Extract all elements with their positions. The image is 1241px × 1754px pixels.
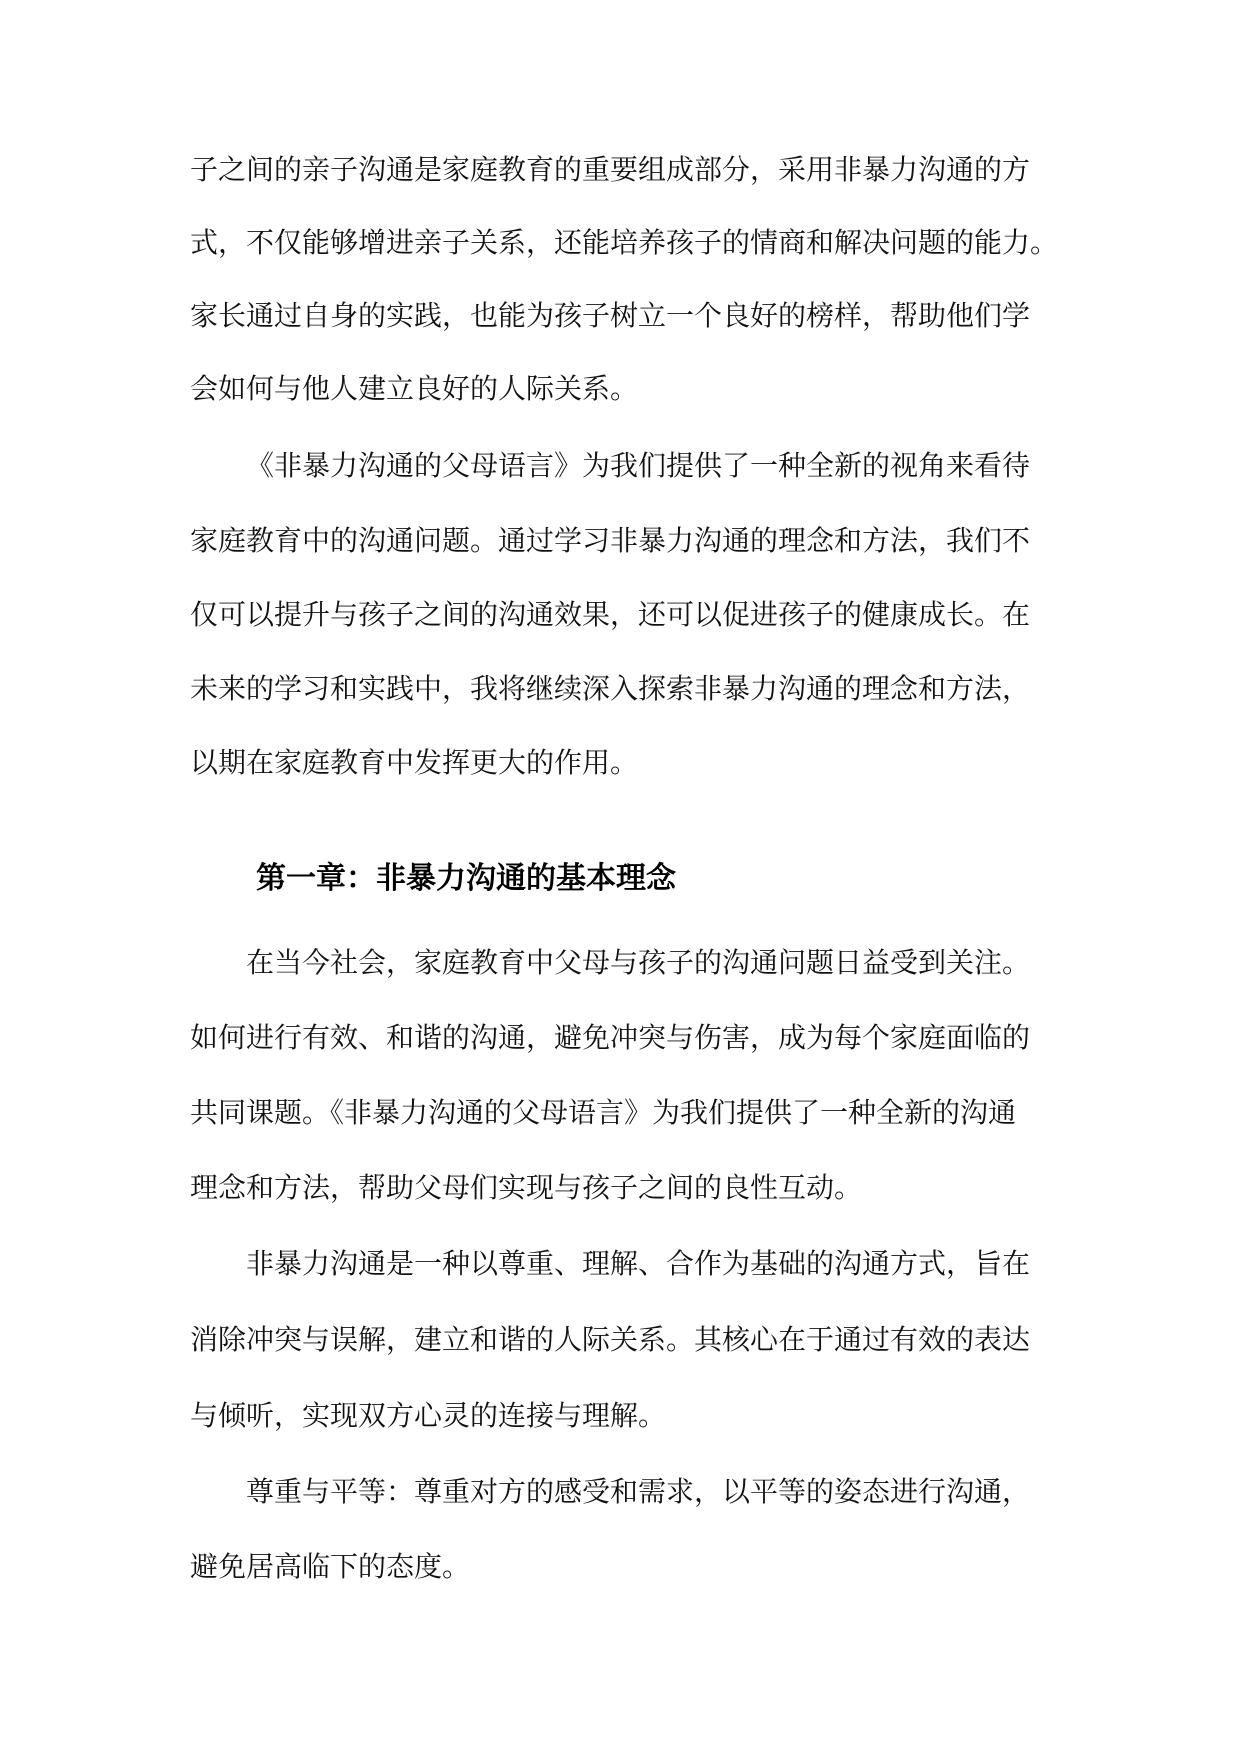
chapter-heading: 第一章：非暴力沟通的基本理念 [256,861,676,896]
paragraph-2-line-4: 未来的学习和实践中，我将继续深入探索非暴力沟通的理念和方法， [190,672,1031,705]
chapter-paragraph-1-line-4: 理念和方法，帮助父母们实现与孩子之间的良性互动。 [190,1171,863,1204]
chapter-paragraph-1-line-3: 共同课题。《非暴力沟通的父母语言》为我们提供了一种全新的沟通 [190,1096,1017,1129]
paragraph-1-line-2: 式，不仅能够增进亲子关系，还能培养孩子的情商和解决问题的能力。 [190,226,1059,259]
paragraph-2-line-5: 以期在家庭教育中发挥更大的作用。 [190,746,639,779]
chapter-paragraph-2-line-1: 非暴力沟通是一种以尊重、理解、合作为基础的沟通方式，旨在 [246,1247,1031,1280]
chapter-paragraph-3-line-2: 避免居高临下的态度。 [190,1550,471,1583]
chapter-paragraph-2-line-3: 与倾听，实现双方心灵的连接与理解。 [190,1399,667,1432]
paragraph-1-line-1: 子之间的亲子沟通是家庭教育的重要组成部分，采用非暴力沟通的方 [190,153,1031,186]
paragraph-2-line-2: 家庭教育中的沟通问题。通过学习非暴力沟通的理念和方法，我们不 [190,524,1031,557]
chapter-paragraph-2-line-2: 消除冲突与误解，建立和谐的人际关系。其核心在于通过有效的表达 [190,1323,1031,1356]
paragraph-2-line-1: 《非暴力沟通的父母语言》为我们提供了一种全新的视角来看待 [246,449,1031,482]
chapter-paragraph-3-line-1: 尊重与平等：尊重对方的感受和需求，以平等的姿态进行沟通， [246,1475,1031,1508]
paragraph-2-line-3: 仅可以提升与孩子之间的沟通效果，还可以促进孩子的健康成长。在 [190,598,1031,631]
paragraph-1-line-3: 家长通过自身的实践，也能为孩子树立一个良好的榜样，帮助他们学 [190,299,1031,332]
chapter-paragraph-1-line-2: 如何进行有效、和谐的沟通，避免冲突与伤害，成为每个家庭面临的 [190,1021,1031,1054]
chapter-paragraph-1-line-1: 在当今社会，家庭教育中父母与孩子的沟通问题日益受到关注。 [246,946,1031,979]
paragraph-1-line-4: 会如何与他人建立良好的人际关系。 [190,372,639,405]
